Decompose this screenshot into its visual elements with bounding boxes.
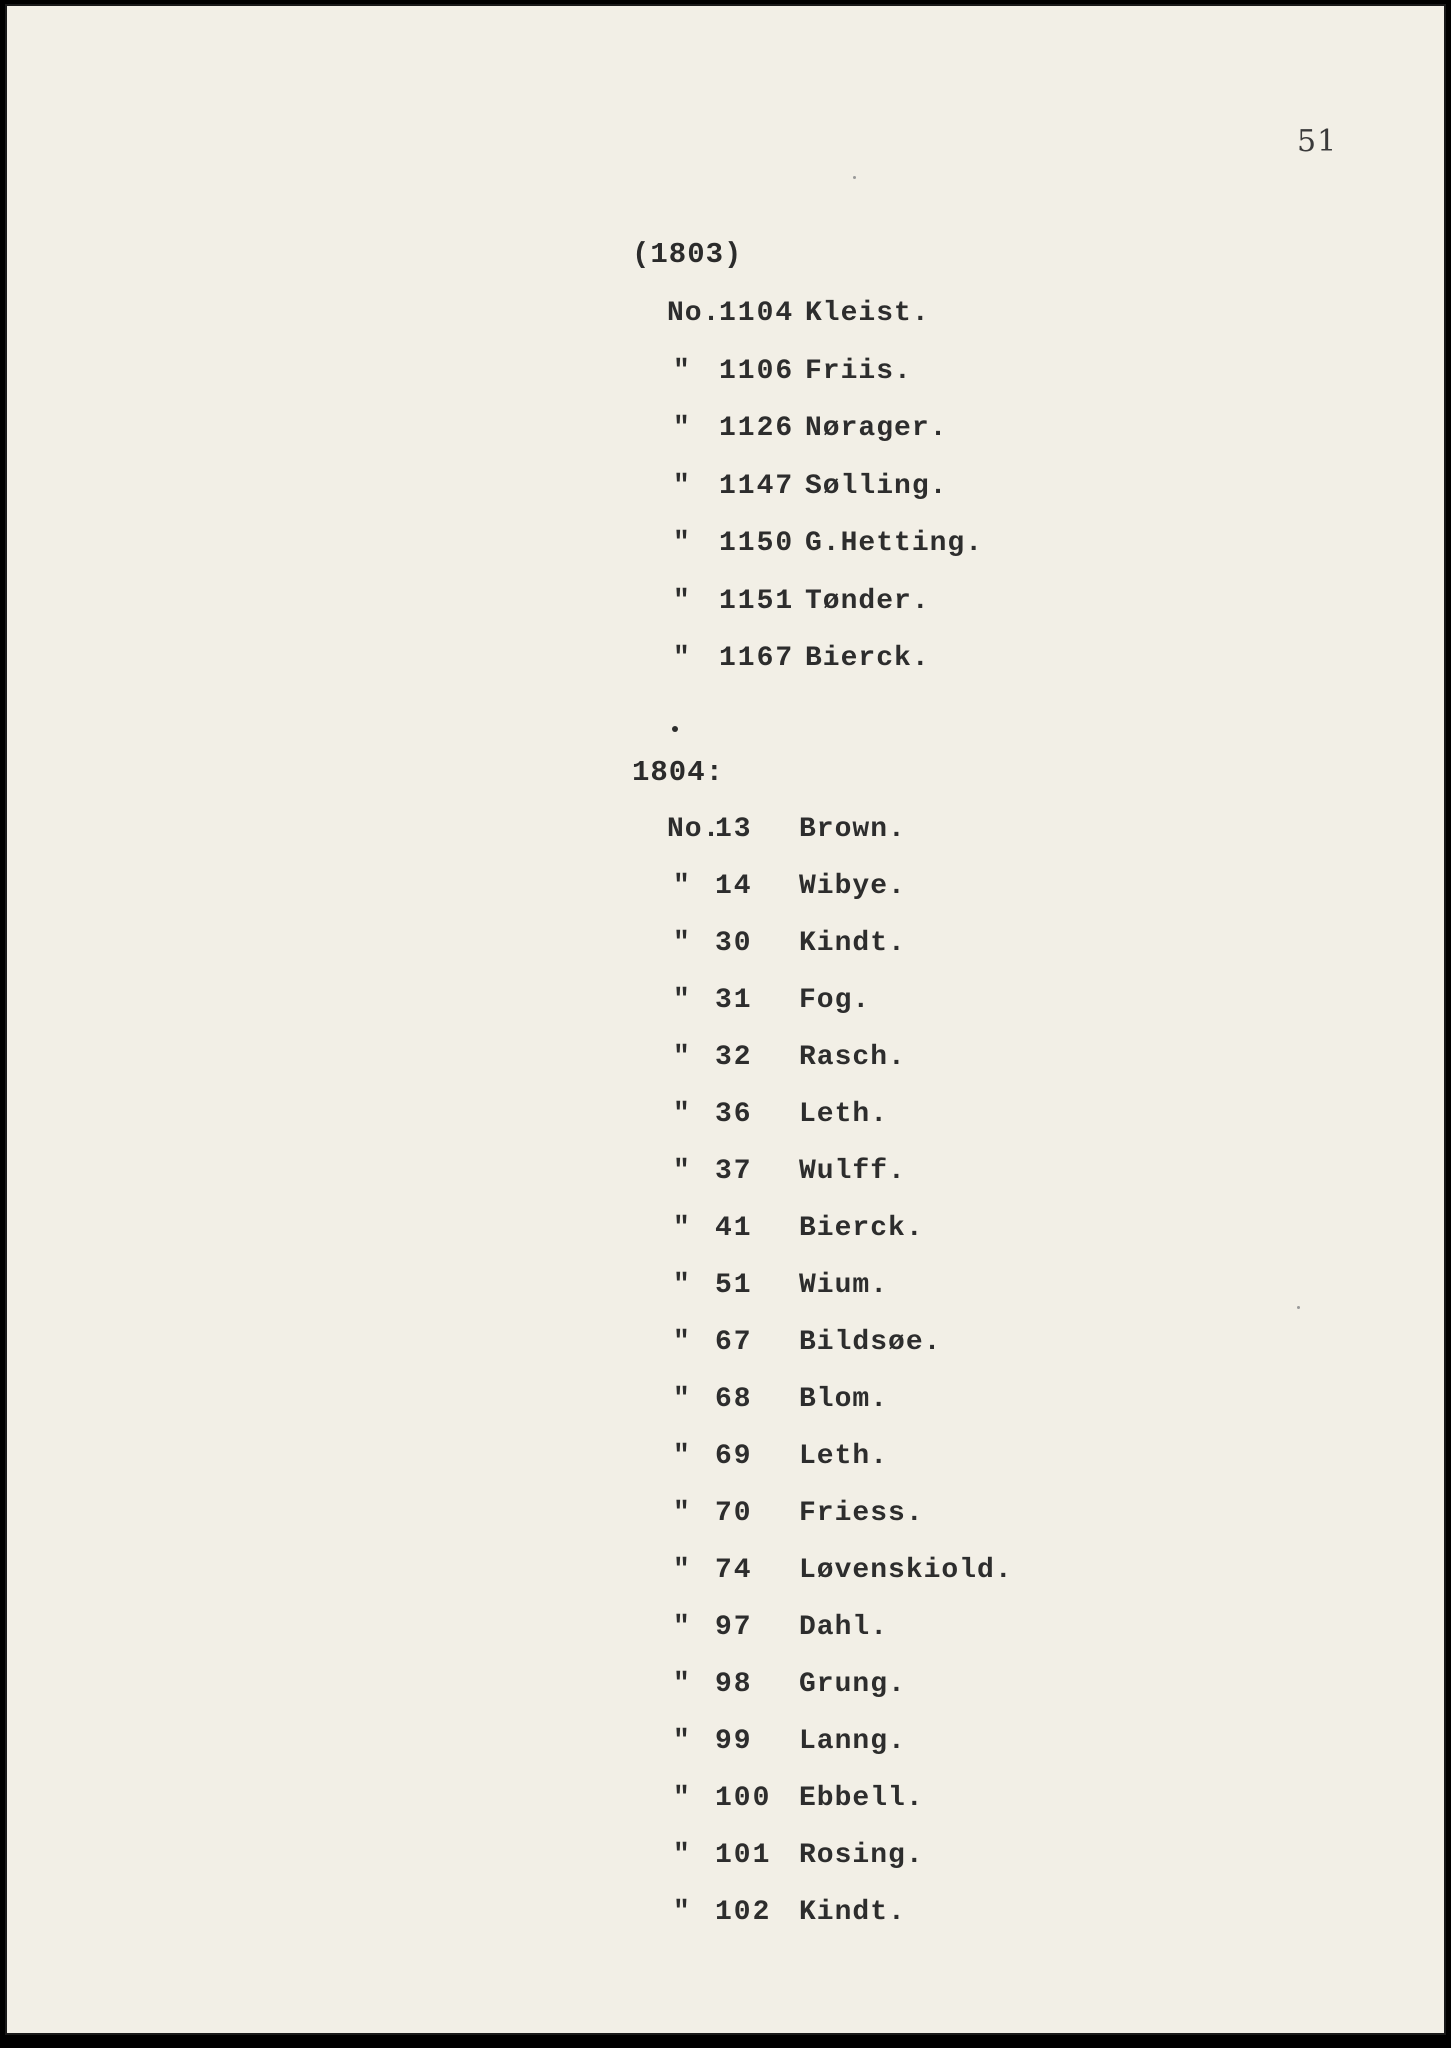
entry-name: Løvenskiold. — [799, 1555, 1013, 1586]
entry-number: 102 — [715, 1897, 772, 1928]
entry-prefix: " — [673, 585, 691, 617]
entry-number: 13 — [715, 814, 753, 845]
entry-name: Rasch. — [799, 1042, 906, 1073]
entry-number: 1167 — [719, 643, 795, 674]
entry-number: 32 — [715, 1042, 753, 1073]
document-page — [5, 4, 1446, 2035]
entry-name: Wibye. — [799, 871, 906, 902]
entry-number: 31 — [715, 985, 753, 1016]
section-heading-1804: 1804: — [632, 756, 725, 789]
entry-name: Rosing. — [799, 1840, 924, 1871]
entry-name: Sølling. — [805, 470, 948, 502]
entry-prefix: No. — [667, 814, 721, 845]
entry-prefix: " — [673, 1441, 691, 1472]
entry-prefix: " — [673, 1498, 691, 1529]
entry-number: 36 — [715, 1099, 753, 1130]
entry-name: Lanng. — [799, 1726, 906, 1757]
entry-name: Leth. — [799, 1441, 889, 1472]
entry-prefix: " — [673, 871, 691, 902]
entry-name: Blom. — [799, 1384, 889, 1415]
entry-name: Bildsøe. — [799, 1327, 942, 1358]
entry-prefix: " — [673, 985, 691, 1016]
entry-prefix: " — [673, 1783, 691, 1814]
entry-name: Wium. — [799, 1270, 889, 1301]
entry-number: 51 — [715, 1270, 753, 1301]
entry-prefix: " — [673, 528, 691, 559]
entry-prefix: " — [673, 1156, 691, 1187]
entry-name: Dahl. — [799, 1612, 889, 1643]
entry-prefix: " — [673, 1099, 691, 1130]
entry-name: Kindt. — [799, 1897, 906, 1928]
entry-name: Friess. — [799, 1498, 924, 1529]
entry-prefix: " — [673, 1327, 691, 1358]
entry-number: 70 — [715, 1498, 753, 1529]
entry-name: G.Hetting. — [805, 528, 984, 559]
entry-prefix: " — [673, 1612, 691, 1643]
entry-name: Kindt. — [799, 928, 906, 959]
entry-number: 1150 — [719, 528, 795, 559]
entry-name: Leth. — [799, 1099, 889, 1130]
section-heading-1803: (1803) — [632, 238, 743, 271]
entry-number: 30 — [715, 928, 753, 959]
entry-prefix: " — [673, 1840, 691, 1871]
entry-number: 97 — [715, 1612, 753, 1643]
entry-prefix: " — [673, 1726, 691, 1757]
entry-name: Bierck. — [799, 1213, 924, 1244]
entry-number: 100 — [715, 1783, 772, 1814]
entry-number: 99 — [715, 1726, 753, 1757]
entry-number: 74 — [715, 1555, 753, 1586]
entry-prefix: " — [673, 1384, 691, 1415]
entry-number: 67 — [715, 1327, 753, 1358]
entry-number: 1151 — [719, 585, 795, 617]
entry-number: 101 — [715, 1840, 772, 1871]
entry-number: 69 — [715, 1441, 753, 1472]
entry-prefix: " — [673, 1213, 691, 1244]
entry-number: 1126 — [719, 413, 795, 444]
entry-number: 37 — [715, 1156, 753, 1187]
entry-prefix: " — [673, 413, 691, 444]
stray-dot-mark — [672, 726, 678, 732]
entry-number: 98 — [715, 1669, 753, 1700]
entry-number: 68 — [715, 1384, 753, 1415]
paper-speck — [1297, 1306, 1300, 1309]
entry-prefix: " — [673, 1669, 691, 1700]
entry-name: Bierck. — [805, 643, 930, 674]
entry-prefix: " — [673, 1042, 691, 1073]
entry-prefix: " — [673, 355, 691, 387]
entry-name: Ebbell. — [799, 1783, 924, 1814]
entry-prefix: " — [673, 928, 691, 959]
entry-number: 14 — [715, 871, 753, 902]
entry-name: Fog. — [799, 985, 871, 1016]
entry-name: Kleist. — [805, 298, 930, 329]
entry-name: Brown. — [799, 814, 906, 845]
paper-speck — [853, 176, 856, 179]
entry-name: Grung. — [799, 1669, 906, 1700]
entry-number: 41 — [715, 1213, 753, 1244]
entry-name: Nørager. — [805, 413, 948, 444]
page-number: 51 — [1297, 124, 1338, 159]
entry-number: 1106 — [719, 355, 795, 387]
entry-prefix: " — [673, 1555, 691, 1586]
entry-prefix: " — [673, 470, 691, 502]
entry-name: Friis. — [805, 355, 912, 387]
entry-prefix: " — [673, 1897, 691, 1928]
entry-prefix: No. — [667, 298, 721, 329]
entry-prefix: " — [673, 643, 691, 674]
entry-prefix: " — [673, 1270, 691, 1301]
entry-name: Tønder. — [805, 585, 930, 617]
entry-number: 1104 — [719, 298, 795, 329]
entry-number: 1147 — [719, 470, 795, 502]
entry-name: Wulff. — [799, 1156, 906, 1187]
